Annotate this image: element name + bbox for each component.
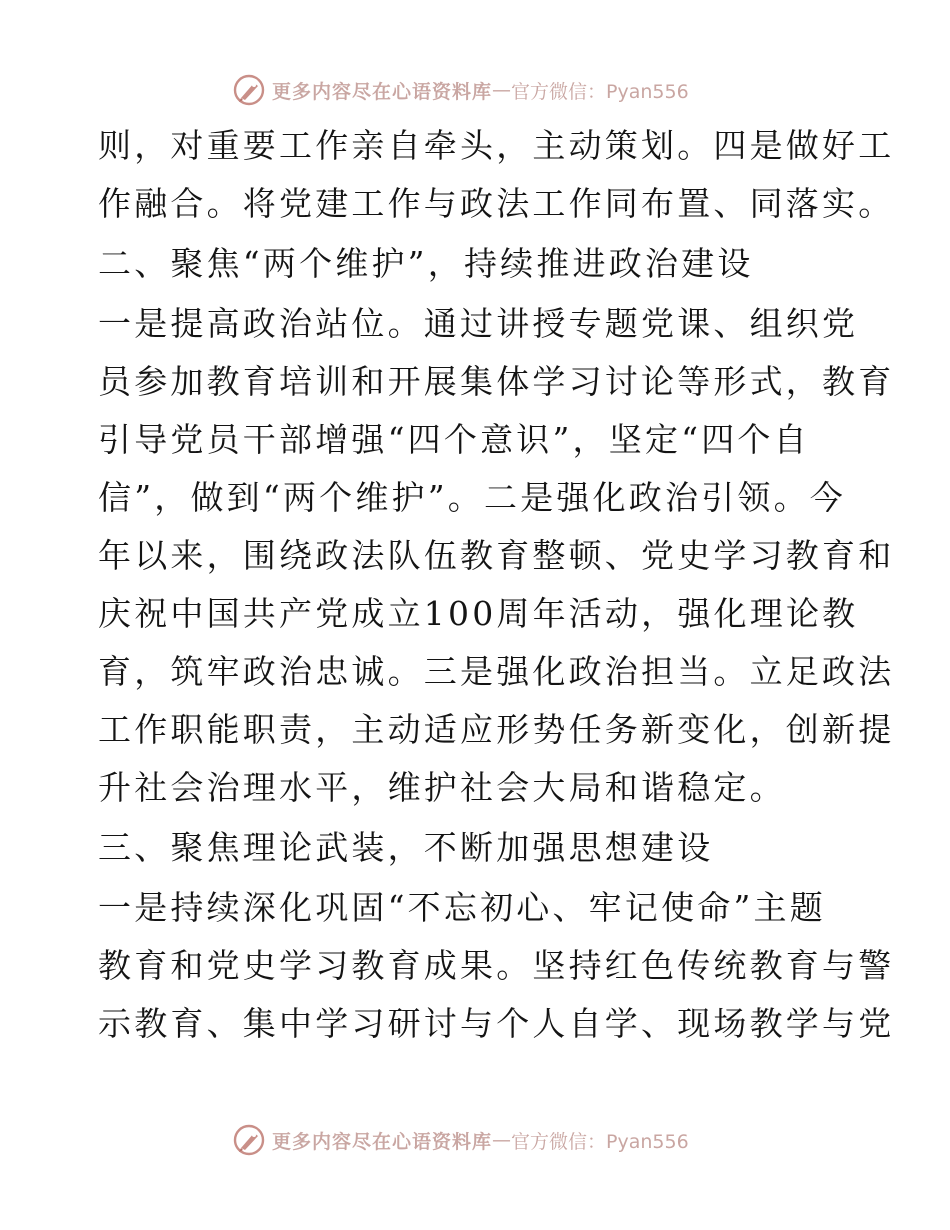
quill-pen-logo-icon: [232, 73, 266, 107]
paragraph-line: 教育和党史学习教育成果。坚持红色传统教育与警: [98, 946, 895, 985]
top-watermark-banner: [232, 70, 752, 110]
paragraph-line: 员参加教育培训和开展集体学习讨论等形式，教育: [98, 362, 895, 401]
watermark-wechat-text: 官方微信：Pyan556: [511, 1130, 689, 1153]
paragraph-line: 年以来，围绕政法队伍教育整顿、党史学习教育和: [98, 536, 895, 575]
paragraph-line: 庆祝中国共产党成立100周年活动，强化理论教: [98, 594, 859, 633]
watermark-brand-text: 更多内容尽在心语资料库: [272, 1130, 493, 1153]
body-text: [98, 117, 895, 1053]
section-heading-2: 二、聚焦“两个维护”，持续推进政治建设: [98, 244, 754, 283]
section-heading-3: 三、聚焦理论武装，不断加强思想建设: [98, 828, 714, 867]
watermark-separator: —: [492, 79, 512, 101]
paragraph-line: 一是持续深化巩固“不忘初心、牢记使命”主题: [98, 888, 826, 927]
watermark-brand-text: 更多内容尽在心语资料库: [272, 80, 493, 103]
bottom-watermark-banner: [232, 1120, 752, 1160]
quill-pen-logo-icon: [232, 1123, 266, 1157]
watermark-separator: —: [492, 1129, 512, 1151]
paragraph-line: 示教育、集中学习研讨与个人自学、现场教学与党: [98, 1004, 895, 1043]
paragraph-line: 升社会治理水平，维护社会大局和谐稳定。: [98, 768, 786, 807]
paragraph-line: 作融合。将党建工作与政法工作同布置、同落实。: [98, 184, 895, 223]
paragraph-line: 则，对重要工作亲自牵头，主动策划。四是做好工: [98, 126, 895, 165]
paragraph-line: 工作职能职责，主动适应形势任务新变化，创新提: [98, 710, 895, 749]
paragraph-line: 信”，做到“两个维护”。二是强化政治引领。今: [98, 478, 847, 517]
paragraph-line: 一是提高政治站位。通过讲授专题党课、组织党: [98, 304, 859, 343]
watermark-wechat-text: 官方微信：Pyan556: [511, 80, 689, 103]
paragraph-line: 育，筑牢政治忠诚。三是强化政治担当。立足政法: [98, 652, 895, 691]
paragraph-line: 引导党员干部增强“四个意识”，坚定“四个自: [98, 420, 810, 459]
